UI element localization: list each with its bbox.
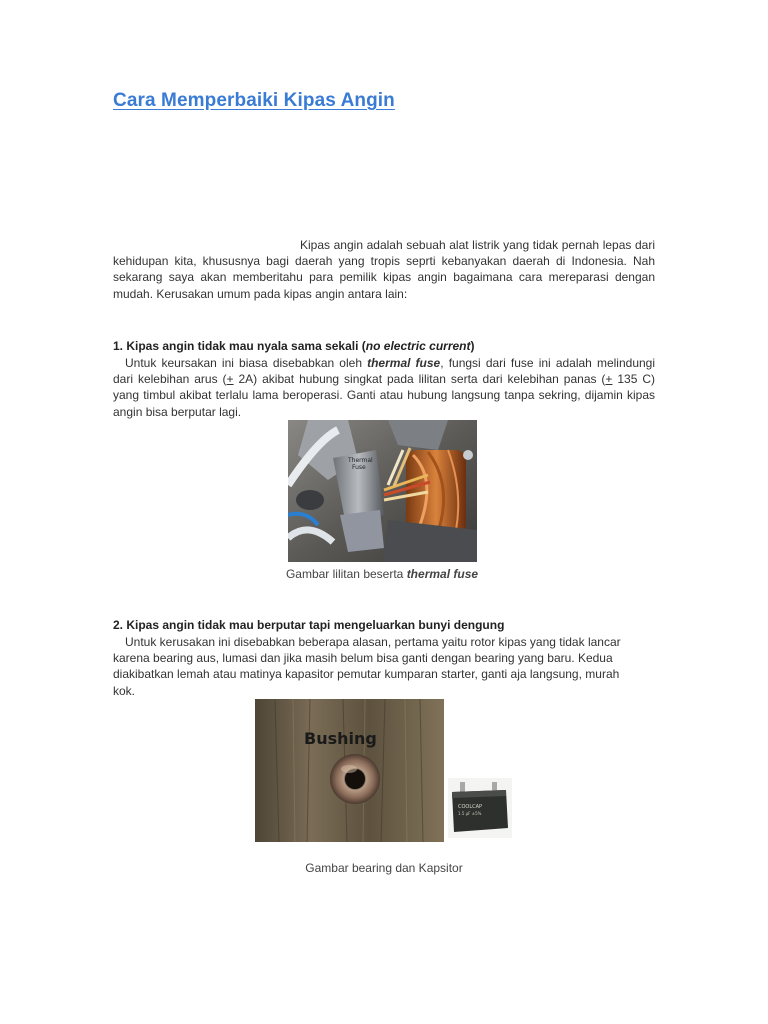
section-1-body-a: Untuk keursakan ini biasa disebabkan oleh [125,356,368,370]
section-1-body-c: 2A) akibat hubung singkat pada lilitan serta dari kelebihan panas ( [233,372,606,387]
bushing-photo [255,699,444,842]
section-2-heading: 2. Kipas angin tidak mau berputar tapi mengeluarkan bunyi dengung [113,618,505,632]
bushing-label: Bushing [304,729,377,748]
plus-minus-sign-2: + [605,372,613,387]
figure-2-caption: Gambar bearing dan Kapsitor [305,861,463,875]
section-1-body-emphasis: thermal fuse [367,356,441,370]
thermal-fuse-label-1: Thermal [348,457,373,464]
thermal-fuse-photo [288,420,477,562]
plus-minus-sign-1: + [226,372,234,387]
figure-1-caption-emphasis: thermal fuse [406,567,479,581]
section-1-body-b: , fungsi dari fuse ini adalah melindungi dari kelebihan arus ( [113,356,656,387]
section-1-body-d: 135 C) yang timbul akibat terlalu lama beroperasi. Ganti atau hubung langsung tanpa sekring, dijamin kipas angin bisa berputar lagi. [113,372,655,419]
section-1-body [113,355,655,420]
capacitor-photo [448,778,512,838]
thermal-fuse-label-2: Fuse [352,464,366,471]
capacitor-label-2: 1.5 µF ±5% [458,811,482,816]
section-1-heading-suffix: ) [470,339,475,353]
page-title[interactable]: Cara Memperbaiki Kipas Angin [113,90,395,111]
section-1-heading [113,338,673,354]
capacitor-label-1: COOLCAP [458,804,483,810]
figure-1-caption [0,567,766,581]
section-2-body: Untuk kerusakan ini disebabkan beberapa alasan, pertama yaitu rotor kipas yang tidak lancar karena bearing aus, lumasi dan jika masih belum bisa ganti dengan bearing yang baru. Kedua diakibatkan lemah atau matinya kapasitor pemutar kumparan starter, ganti aja langsung, murah kok. [113,635,621,698]
intro-paragraph: Kipas angin adalah sebuah alat listrik yang tidak pernah lepas dari kehidupan kita, khususnya bagi daerah yang tropis seprti kebanyakan daerah di Indonesia. Nah sekarang saya akan memberitahu para pemilik kipas angin bagaimana cara mereparasi dengan mudah. Kerusakan umum pada kipas angin antara lain: [113,238,655,301]
section-1-heading-text: 1. Kipas angin tidak mau nyala sama sekali ( [113,339,366,353]
figure-1-caption-text: Gambar lilitan beserta [285,567,407,581]
section-1-heading-italic: no electric current [365,339,471,353]
